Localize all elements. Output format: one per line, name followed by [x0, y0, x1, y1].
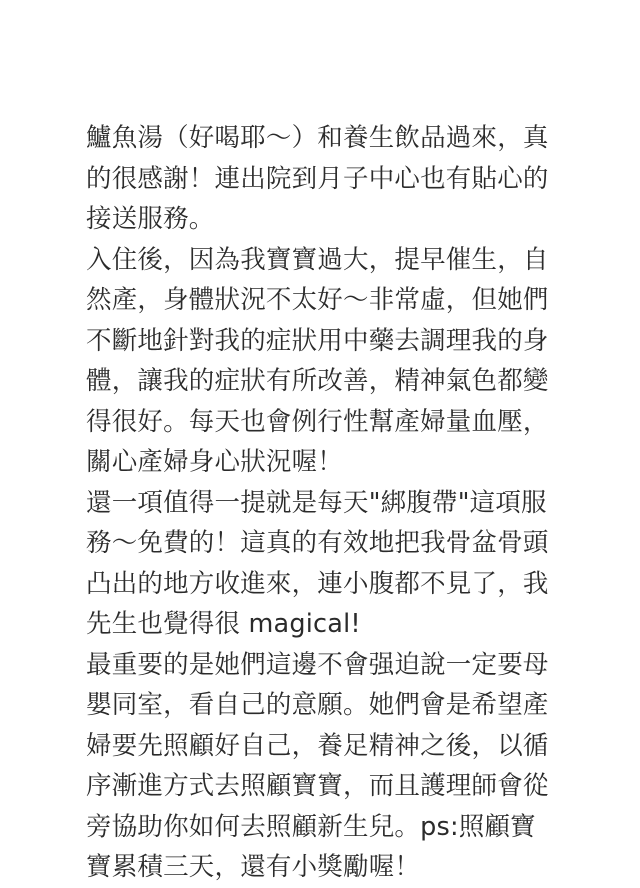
- paragraph-4: 最重要的是她們這邊不會强迫說一定要母嬰同室，看自己的意願。她們會是希望產婦要先照顧好自己，養足精神之後，以循序漸進方式去照顧寶寶，而且護理師會從旁協助你如何去照顧新生兒。ps:照顧寶寶累積三天，還有小獎勵喔！: [86, 649, 549, 882]
- paragraph-1: 鱸魚湯（好喝耶～）和養生飲品過來，真的很感謝！連出院到月子中心也有貼心的接送服務。: [86, 123, 549, 234]
- paragraph-3: 還一項值得一提就是每天"綁腹帶"這項服務～免費的！這真的有效地把我骨盆骨頭凸出的地方收進來，連小腹都不見了，我先生也覺得很 magical!: [86, 487, 549, 639]
- document-text-body: [86, 118, 554, 888]
- paragraph-2: 入住後，因為我寶寶過大，提早催生，自然產，身體狀況不太好～非常虛，但她們不斷地針對我的症狀用中藥去調理我的身體，讓我的症狀有所改善，精神氣色都變得很好。每天也會例行性幫產婦量血壓，關心產婦身心狀況喔！: [86, 244, 549, 477]
